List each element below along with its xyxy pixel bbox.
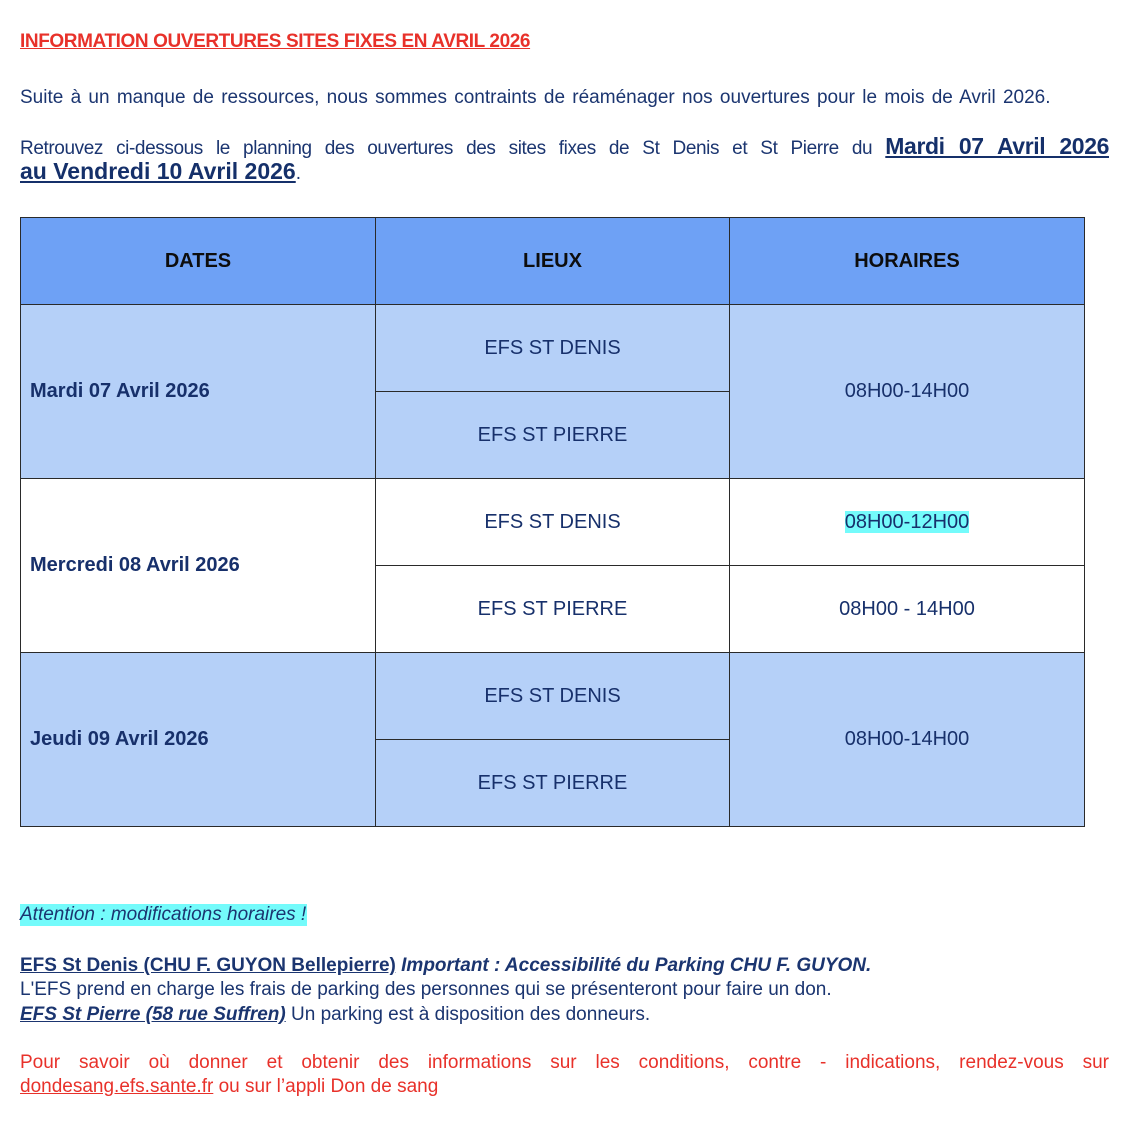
st-denis-important: Important : Accessibilité du Parking CHU F. GUYON.: [401, 955, 872, 976]
site-cell: EFS ST PIERRE: [376, 566, 730, 653]
date-cell: Mardi 07 Avril 2026: [21, 305, 376, 479]
hours-cell: 08H00 - 14H00: [730, 566, 1085, 653]
highlighted-hours: 08H00-12H00: [844, 510, 970, 533]
st-denis-parking-text: L'EFS prend en charge les frais de parking des personnes qui se présenteront pour faire un don.: [20, 979, 832, 1000]
period-punct: .: [295, 163, 302, 184]
attention-notice: Attention : modifications horaires !: [20, 904, 307, 925]
hours-cell: 08H00-14H00: [730, 653, 1085, 827]
intro-paragraph: Suite à un manque de ressources, nous sommes contraints de réaménager nos ouvertures pour le mois de Avril 2026.: [20, 87, 1051, 108]
page-title: INFORMATION OUVERTURES SITES FIXES EN AVRIL 2026: [20, 31, 531, 52]
site-cell: EFS ST DENIS: [376, 305, 730, 392]
table-header-row: [21, 218, 1085, 305]
site-cell: EFS ST DENIS: [376, 479, 730, 566]
period-line-2: [20, 159, 1109, 186]
period-start: Mardi 07 Avril 2026: [885, 133, 1109, 159]
site-cell: EFS ST PIERRE: [376, 740, 730, 827]
table-row: [21, 305, 1085, 392]
st-pierre-label: EFS St Pierre (58 rue Suffren): [20, 1004, 286, 1025]
footer-note: [20, 1051, 1109, 1099]
st-denis-label: EFS St Denis (CHU F. GUYON Bellepierre): [20, 955, 396, 976]
site-cell: EFS ST PIERRE: [376, 392, 730, 479]
date-cell: Jeudi 09 Avril 2026: [21, 653, 376, 827]
site-cell: EFS ST DENIS: [376, 653, 730, 740]
footer-line-2: [20, 1075, 1109, 1099]
footer-line-1: Pour savoir où donner et obtenir des informations sur les conditions, contre - indications, rendez-vous sur: [20, 1052, 1109, 1073]
period-paragraph: [20, 134, 1109, 186]
schedule-table: [20, 217, 1085, 827]
dondesang-link[interactable]: dondesang.efs.sante.fr: [20, 1076, 214, 1097]
header-lieux: LIEUX: [376, 218, 730, 305]
header-dates: DATES: [21, 218, 376, 305]
date-cell: Mercredi 08 Avril 2026: [21, 479, 376, 653]
hours-cell: [730, 479, 1085, 566]
header-horaires: HORAIRES: [730, 218, 1085, 305]
st-denis-info: [20, 954, 871, 978]
table-row: [21, 479, 1085, 566]
hours-cell: 08H00-14H00: [730, 305, 1085, 479]
table-row: [21, 653, 1085, 740]
period-end: au Vendredi 10 Avril 2026: [20, 158, 296, 184]
period-text: Retrouvez ci-dessous le planning des ouvertures des sites fixes de St Denis et St Pierre du: [20, 138, 873, 159]
st-pierre-text: Un parking est à disposition des donneurs.: [291, 1004, 651, 1025]
st-pierre-info: [20, 1003, 650, 1027]
footer-after-link: ou sur l’appli Don de sang: [218, 1076, 439, 1097]
period-line-1: [20, 134, 1109, 161]
